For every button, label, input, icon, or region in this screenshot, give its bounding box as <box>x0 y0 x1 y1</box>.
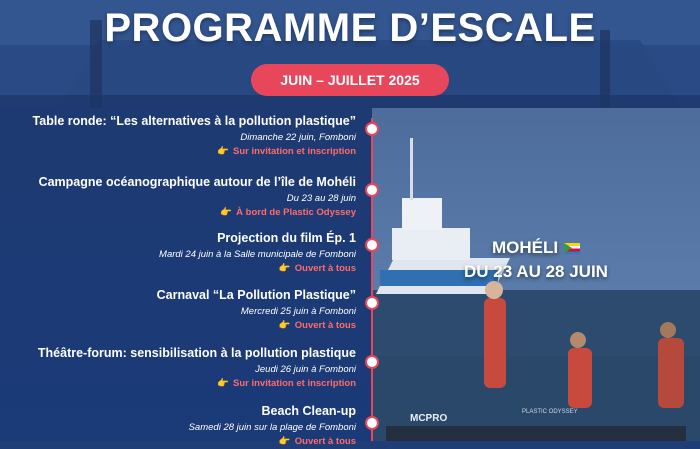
event-title: Campagne océanographique autour de l’île de Mohéli <box>38 175 356 189</box>
timeline-dot <box>365 183 379 197</box>
location-name: MOHÉLI <box>372 236 700 260</box>
event-access: 👉 Ouvert à tous <box>278 320 356 331</box>
boat-hull-text: PLASTIC ODYSSEY <box>522 409 578 415</box>
pointing-hand-icon: 👉 <box>220 207 233 218</box>
event-title: Carnaval “La Pollution Plastique” <box>156 288 356 302</box>
location-overlay <box>372 236 700 284</box>
pointing-hand-icon: 👉 <box>217 146 230 157</box>
event-title: Projection du film Ép. 1 <box>217 231 356 245</box>
timeline-line <box>371 118 373 441</box>
event-item <box>0 288 356 333</box>
event-access: 👉 Sur invitation et inscription <box>217 378 356 389</box>
event-date: Dimanche 22 juin, Fomboni <box>240 132 356 143</box>
timeline-dot <box>365 122 379 136</box>
event-item <box>0 114 356 159</box>
period-badge: JUIN – JUILLET 2025 <box>251 64 449 96</box>
pointing-hand-icon: 👉 <box>278 263 291 274</box>
timeline-dot <box>365 416 379 430</box>
event-title: Théâtre-forum: sensibilisation à la pollution plastique <box>37 346 356 360</box>
event-date: Samedi 28 juin sur la plage de Fomboni <box>188 422 356 433</box>
header-banner <box>0 0 700 108</box>
event-date: Jeudi 26 juin à Fomboni <box>255 364 356 375</box>
event-item <box>0 346 356 391</box>
event-date: Mercredi 25 juin à Fomboni <box>240 306 356 317</box>
location-dates: DU 23 AU 28 JUIN <box>464 262 608 281</box>
event-title: Beach Clean-up <box>261 404 356 418</box>
event-item <box>0 231 356 276</box>
comoros-flag-icon <box>564 243 580 254</box>
timeline-dot <box>365 355 379 369</box>
event-date: Du 23 au 28 juin <box>286 193 356 204</box>
event-date: Mardi 24 juin à la Salle municipale de Fomboni <box>159 249 356 260</box>
pointing-hand-icon: 👉 <box>278 320 291 331</box>
event-item <box>0 404 356 449</box>
event-access: 👉 À bord de Plastic Odyssey <box>220 207 356 218</box>
page-title: PROGRAMME D’ESCALE <box>104 6 596 50</box>
event-item <box>0 175 356 220</box>
pointing-hand-icon: 👉 <box>278 436 291 447</box>
pointing-hand-icon: 👉 <box>217 378 230 389</box>
event-access: 👉 Sur invitation et inscription <box>217 146 356 157</box>
event-title: Table ronde: “Les alternatives à la pollution plastique” <box>32 114 356 128</box>
event-access: 👉 Ouvert à tous <box>278 263 356 274</box>
timeline-dot <box>365 296 379 310</box>
timeline-dot <box>365 238 379 252</box>
engine-brand-text: MCPRO <box>410 413 448 424</box>
event-access: 👉 Ouvert à tous <box>278 436 356 447</box>
